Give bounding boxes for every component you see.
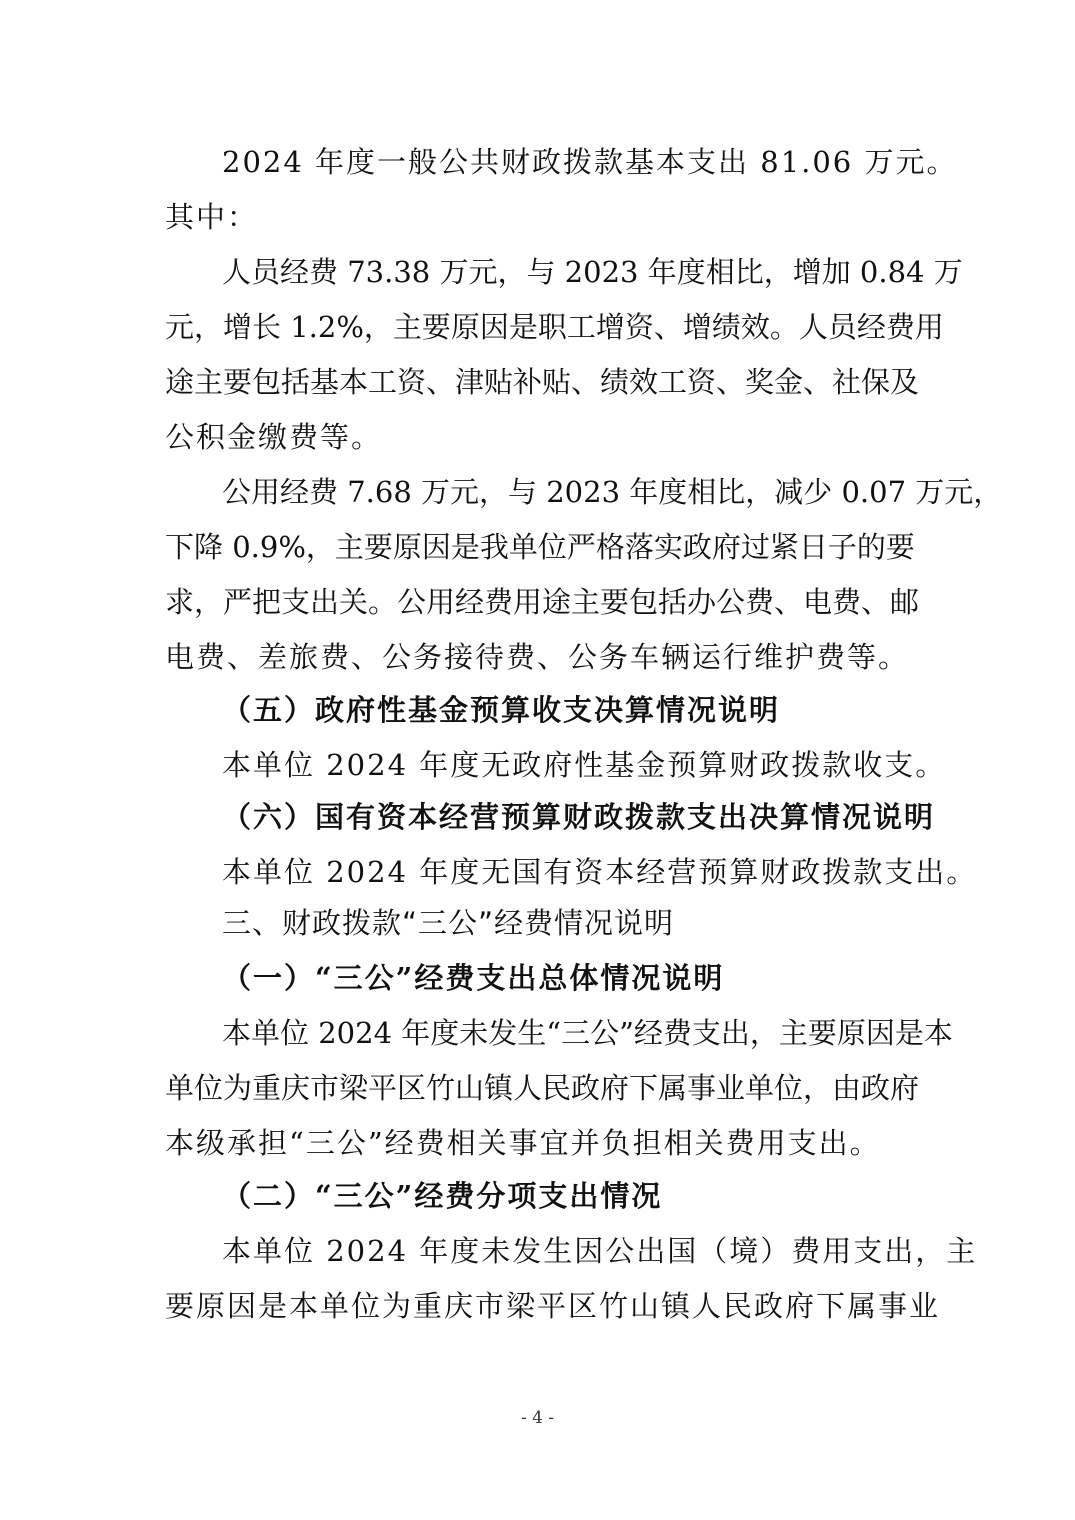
personnel-line-3: 途主要包括基本工资、津贴补贴、绩效工资、奖金、社保及 — [165, 365, 920, 399]
part-3-heading: 三、财政拨款“三公”经费情况说明 — [222, 906, 675, 940]
basic-expenditure-line-1: 2024 年度一般公共财政拨款基本支出 81.06 万元。 — [222, 145, 958, 179]
part-3-sub-1-line-2: 单位为重庆市梁平区竹山镇人民政府下属事业单位，由政府 — [165, 1071, 920, 1105]
part-3-sub-2-heading: （二）“三公”经费分项支出情况 — [222, 1179, 663, 1213]
section-6-heading: （六）国有资本经营预算财政拨款支出决算情况说明 — [222, 800, 936, 834]
public-line-4: 电费、差旅费、公务接待费、公务车辆运行维护费等。 — [165, 640, 910, 674]
basic-expenditure-line-2: 其中： — [165, 200, 259, 234]
section-5-body: 本单位 2024 年度无政府性基金预算财政拨款收支。 — [222, 748, 947, 782]
part-3-sub-1-heading: （一）“三公”经费支出总体情况说明 — [222, 961, 725, 995]
page-number: - 4 - — [520, 1408, 555, 1428]
part-3-sub-1-line-3: 本级承担“三公”经费相关事宜并负担相关费用支出。 — [165, 1126, 881, 1160]
section-6-body: 本单位 2024 年度无国有资本经营预算财政拨款支出。 — [222, 855, 978, 889]
personnel-line-4: 公积金缴费等。 — [165, 420, 383, 454]
part-3-sub-1-line-1: 本单位 2024 年度未发生“三公”经费支出，主要原因是本 — [222, 1016, 953, 1050]
part-3-sub-2-line-1: 本单位 2024 年度未发生因公出国（境）费用支出，主 — [222, 1234, 978, 1268]
personnel-line-2: 元，增长 1.2%，主要原因是职工增资、增绩效。人员经费用 — [165, 310, 944, 344]
public-line-3: 求，严把支出关。公用经费用途主要包括办公费、电费、邮 — [165, 585, 920, 619]
part-3-sub-2-line-2: 要原因是本单位为重庆市梁平区竹山镇人民政府下属事业 — [165, 1289, 941, 1323]
public-line-2: 下降 0.9%，主要原因是我单位严格落实政府过紧日子的要 — [165, 530, 915, 564]
personnel-line-1: 人员经费 73.38 万元，与 2023 年度相比，增加 0.84 万 — [222, 255, 963, 289]
section-5-heading: （五）政府性基金预算收支决算情况说明 — [222, 693, 781, 727]
public-line-1: 公用经费 7.68 万元，与 2023 年度相比，减少 0.07 万元， — [222, 475, 1003, 509]
